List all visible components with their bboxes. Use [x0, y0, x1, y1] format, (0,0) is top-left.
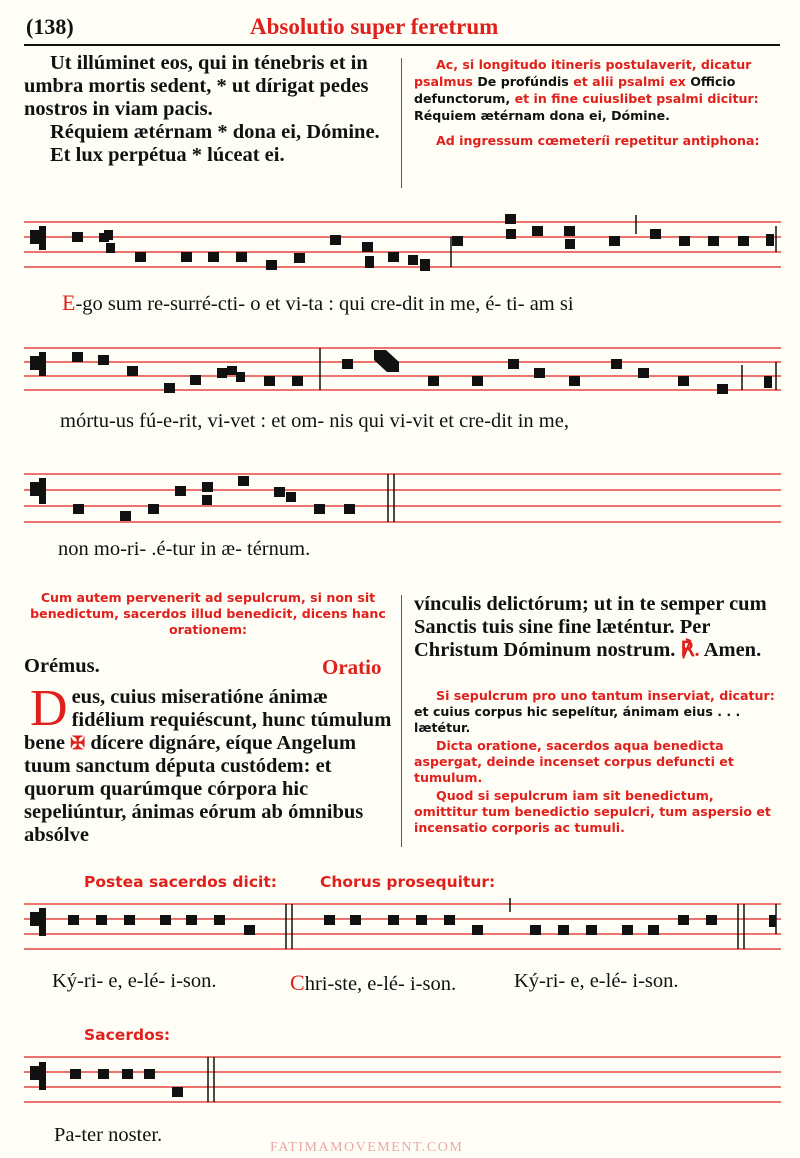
rubric-block-top — [414, 56, 780, 149]
rubric-text: Si sepulcrum pro uno tantum inserviat, dicatur: — [436, 688, 775, 703]
rubric-paragraph-1 — [414, 56, 780, 124]
prayer-part-b: dícere dignáre, eíque Angelum tuum sanctum députa custódem: et quorum quarúmque córpora hic sepeliúntur, ánimas eórum ab ómnibus absólve — [24, 732, 364, 846]
rubric-psalm-name: De profúndis — [477, 74, 569, 89]
lyric-text: -go sum re-surré-cti- o et vi-ta : qui cre-dit in me, é- ti- am si — [75, 293, 574, 315]
christe-lyric — [290, 970, 456, 996]
response-sign: ℟. — [680, 639, 700, 661]
rubric-text: et in fine cuiuslibet psalmi dicitur: — [514, 91, 759, 106]
column-divider-middle — [401, 595, 402, 847]
chant-staff-3 — [24, 468, 781, 534]
chant-staff-1 — [24, 212, 781, 282]
staff-2-svg — [24, 342, 781, 408]
staff-kyrie-svg — [24, 898, 781, 960]
psalm-text-block — [24, 52, 392, 167]
kyrie-lyric-2: Ký-ri- e, e-lé- i-son. — [514, 970, 679, 992]
rubric-sepulcrum: Cum autem pervenerit ad sepulcrum, si non sit benedictum, sacerdos illud benedicit, dicens hanc orationem: — [30, 590, 386, 637]
staff-pater-svg — [24, 1052, 781, 1114]
chant-staff-2 — [24, 342, 781, 408]
rubric-uno — [414, 688, 780, 736]
oremus-heading: Orémus. — [24, 655, 100, 677]
label-priest: Postea sacerdos dicit: — [84, 873, 277, 891]
blessing-cross-icon: ✠ — [70, 733, 86, 753]
lyric-initial: E — [62, 290, 76, 315]
lyric-line-3: non mo-ri- .é-tur in æ- térnum. — [58, 538, 311, 560]
rubric-benedictum: Quod si sepulcrum iam sit benedictum, omittitur tum benedictio sepulcri, tum aspersio et incensatio corporis ac tumuli. — [414, 788, 771, 835]
label-sacerdos: Sacerdos: — [84, 1026, 171, 1044]
chant-staff-pater — [24, 1052, 781, 1114]
rubric-office-name: Officio defunctorum, — [414, 74, 736, 106]
kyrie-lyric-1: Ký-ri- e, e-lé- i-son. — [52, 970, 217, 992]
rubric-formula: et cuius corpus hic sepelítur, ánimam eius . . . lætétur. — [414, 704, 741, 735]
prayer-text — [24, 680, 394, 847]
lyric-line-1 — [62, 290, 574, 316]
prayer-part-a: eus, cuius miseratióne ánimæ fidélium requiéscunt, hunc túmulum bene — [24, 686, 392, 754]
rubric-block-middle — [414, 688, 780, 838]
christe-text: hri-ste, e-lé- i-son. — [304, 973, 457, 995]
prayer-continuation — [414, 593, 780, 662]
staff-3-svg — [24, 468, 781, 534]
psalm-verse-3: Et lux perpétua * lúceat ei. — [50, 144, 285, 166]
rubric-paragraph-2: Ad ingressum cœmeteríi repetitur antiphona: — [436, 133, 760, 148]
page-number: (138) — [26, 14, 74, 39]
label-chorus: Chorus prosequitur: — [320, 873, 496, 891]
header-rule — [24, 44, 780, 46]
rubric-requiem: Réquiem ætérnam dona ei, Dómine. — [414, 108, 670, 123]
staff-1-svg — [24, 212, 781, 282]
page-title: Absolutio super feretrum — [250, 14, 499, 39]
prayer-cont-text: vínculis delictórum; ut in te semper cum Sanctis tuis sine fine læténtur. Per Christum Dóminum nostrum. — [414, 593, 767, 661]
psalm-verse-2: Réquiem ætérnam * dona ei, Dómine. — [50, 121, 380, 143]
column-divider-top — [401, 58, 402, 188]
lyric-line-2: mórtu-us fú-e-rit, vi-vet : et om- nis qui vi-vit et cre-dit in me, — [60, 410, 569, 432]
pater-lyric: Pa-ter noster. — [54, 1124, 163, 1146]
amen-text: Amen. — [703, 639, 762, 661]
chant-staff-kyrie — [24, 898, 781, 960]
prayer-drop-initial: D — [30, 680, 68, 737]
psalm-verse-1: Ut illúminet eos, qui in ténebris et in umbra mortis sedent, * ut dírigat pedes nostros in viam pacis. — [24, 52, 369, 120]
christe-initial: C — [290, 970, 305, 995]
rubric-text: et alii psalmi ex — [573, 74, 686, 89]
rubric-aspergat: Dicta oratione, sacerdos aqua benedicta aspergat, deinde incenset corpus defuncti et tumulum. — [414, 738, 734, 785]
rubric-text: Ac, si longitudo itineris postulaverit, dicatur psalmus — [414, 57, 752, 89]
oratio-label: Oratio — [322, 655, 382, 679]
watermark-text: FATIMAMOVEMENT.COM — [270, 1140, 464, 1155]
